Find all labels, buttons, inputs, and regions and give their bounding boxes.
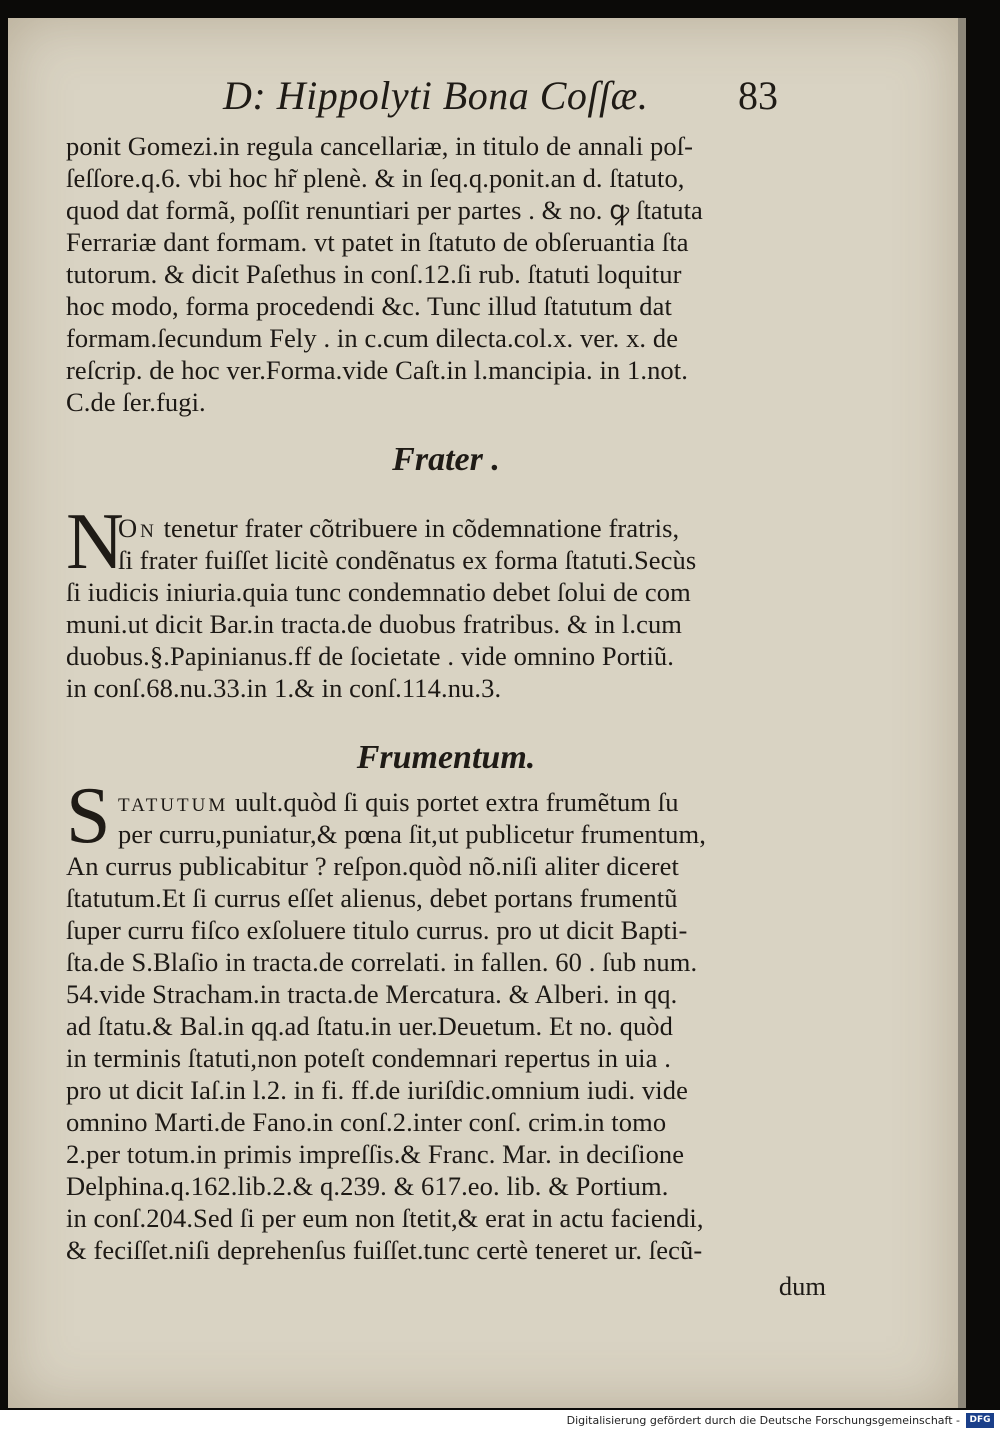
page-header <box>8 68 958 128</box>
catchword: dum <box>778 1271 826 1301</box>
text-line: in terminis ſtatuti,non poteſt condemnari repertus in uia . <box>66 1043 671 1073</box>
paragraph-frater <box>66 498 826 704</box>
paragraph-frumentum <box>66 772 826 1302</box>
drop-cap: S <box>66 772 111 860</box>
text-line: duobus.§.Papinianus.ff de ſocietate . vide omnino Portiũ. <box>66 641 675 671</box>
text-line: C.de ſer.fugi. <box>66 387 206 417</box>
text-line: ad ſtatu.& Bal.in qq.ad ſtatu.in uer.Deuetum. Et no. quòd <box>66 1011 673 1041</box>
text-line: formam.ſecundum Fely . in c.cum dilecta.col.x. ver. x. de <box>66 323 679 353</box>
text-line: ponit Gomezi.in regula cancellariæ, in titulo de annali poſ- <box>66 131 694 161</box>
text-line: in conſ.68.nu.33.in 1.& in conſ.114.nu.3. <box>66 673 502 703</box>
opening-small-caps: On <box>118 513 157 543</box>
digitization-footer <box>0 1410 1000 1432</box>
text-line: 2.per totum.in primis impreſſis.& Franc. Mar. in deciſione <box>66 1139 685 1169</box>
section-heading-frater: Frater . <box>392 441 500 478</box>
text-line: reſcrip. de hoc ver.Forma.vide Caſt.in l.mancipia. in 1.not. <box>66 355 688 385</box>
text-line <box>66 512 826 544</box>
dfg-logo-icon: DFG <box>966 1413 994 1428</box>
page-edge <box>958 18 966 1408</box>
text-line: ſtatutum.Et ſi currus eſſet alienus, debet portans frumentũ <box>66 883 678 913</box>
funding-notice: Digitalisierung gefördert durch die Deutsche Forschungsgemeinschaft - <box>566 1414 960 1427</box>
text-line: ſeſſore.q.6. vbi hoc hr̃ plenè. & in ſeq.q.ponit.an d. ſtatuto, <box>66 163 685 193</box>
text-line: ſi iudicis iniuria.quia tunc condemnatio debet ſolui de com <box>66 577 691 607</box>
text-line: ſi frater fuiſſet licitè condẽnatus ex forma ſtatuti.Secùs <box>118 545 697 575</box>
text-line-rest: uult.quòd ſi quis portet extra frumẽtum ſu <box>228 787 679 817</box>
text-line: 54.vide Stracham.in tracta.de Mercatura. & Alberi. in qq. <box>66 979 678 1009</box>
text-line: An currus publicabitur ? reſpon.quòd nõ.niſi aliter diceret <box>66 851 680 881</box>
text-line: & feciſſet.niſi deprehenſus fuiſſet.tunc certè teneret ur. ſecũ- <box>66 1235 703 1265</box>
text-line: omnino Marti.de Fano.in conſ.2.inter conſ. crim.in tomo <box>66 1107 667 1137</box>
opening-small-caps: tatutum <box>118 787 229 817</box>
text-line: hoc modo, forma procedendi &c. Tunc illud ſtatutum dat <box>66 291 672 321</box>
running-head: D: Hippolyti Bona Coſſæ. <box>223 73 649 118</box>
text-line: muni.ut dicit Bar.in tracta.de duobus fratribus. & in l.cum <box>66 609 683 639</box>
text-line: ſta.de S.Blaſio in tracta.de correlati. in fallen. 60 . ſub num. <box>66 947 698 977</box>
drop-cap: N <box>66 498 124 586</box>
section-continuation <box>66 130 826 418</box>
text-line: per curru,puniatur,& pœna ſit,ut publicetur frumentum, <box>118 819 706 849</box>
text-line-rest: tenetur frater cõtribuere in cõdemnatione fratris, <box>156 513 680 543</box>
text-line: ſuper curru fiſco exſoluere titulo currus. pro ut dicit Bapti- <box>66 915 688 945</box>
text-line: Delphina.q.162.lib.2.& q.239. & 617.eo. lib. & Portium. <box>66 1171 669 1201</box>
section-heading-frumentum: Frumentum. <box>356 739 536 776</box>
text-line: quod dat formã, poſſit renuntiari per partes . & no. ꝙ ſtatuta <box>66 195 703 225</box>
text-line: Ferrariæ dant formam. vt patet in ſtatuto de obſeruantia ſta <box>66 227 689 257</box>
page-number: 83 <box>738 73 778 118</box>
page-body <box>66 130 826 1302</box>
book-page <box>8 18 958 1408</box>
text-line: in conſ.204.Sed ſi per eum non ſtetit,& erat in actu faciendi, <box>66 1203 704 1233</box>
text-line: tutorum. & dicit Paſethus in conſ.12.ſi rub. ſtatuti loquitur <box>66 259 682 289</box>
text-line <box>66 786 826 818</box>
text-line: pro ut dicit Iaſ.in l.2. in fi. ff.de iuriſdic.omnium iudi. vide <box>66 1075 688 1105</box>
